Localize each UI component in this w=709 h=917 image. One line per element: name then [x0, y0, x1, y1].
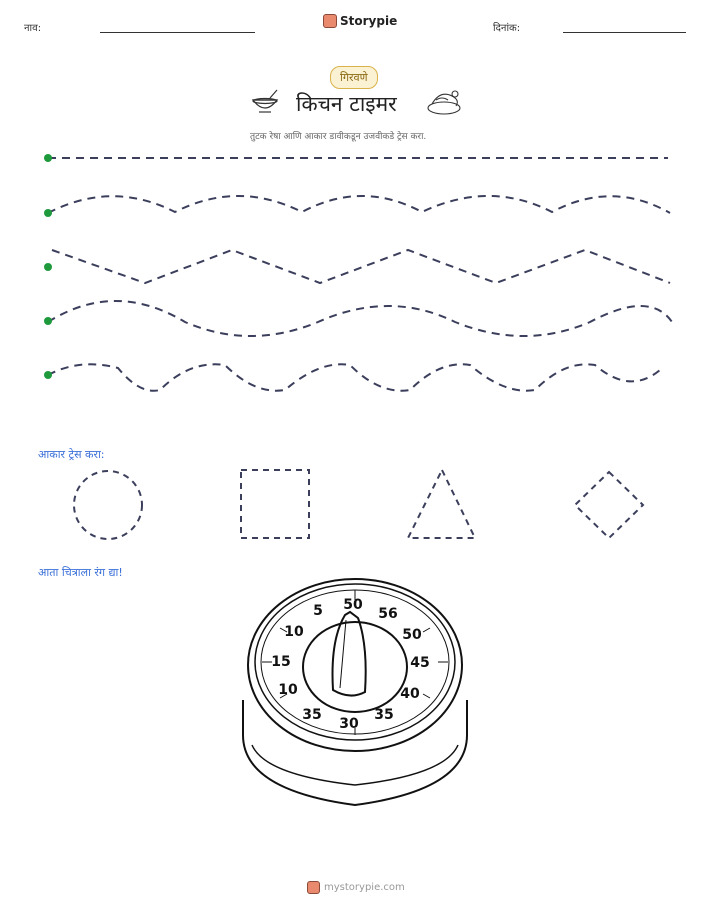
timer-number: 35 — [374, 707, 394, 723]
footer-url[interactable]: mystorypie.com — [324, 882, 405, 893]
storypie-mascot-icon — [307, 881, 320, 894]
date-label: दिनांक: — [493, 23, 521, 34]
timer-number: 10 — [284, 624, 304, 640]
trace-line-wave-1 — [48, 196, 670, 213]
color-section-label: आता चित्राला रंग द्या! — [38, 566, 123, 579]
start-dot — [44, 371, 52, 379]
timer-number: 5 — [313, 603, 323, 619]
bowl-icon — [253, 90, 277, 112]
timer-number: 45 — [410, 655, 430, 671]
timer-number: 15 — [271, 654, 291, 670]
timer-number: 50 — [402, 627, 422, 643]
trace-diamond — [575, 472, 643, 538]
start-dot — [44, 154, 52, 162]
roast-chicken-icon — [428, 91, 460, 114]
page-title: किचन टाइमर — [296, 92, 397, 116]
instructions: तुटक रेषा आणि आकार डावीकडून उजवीकडे ट्रेस करा. — [250, 132, 427, 142]
brand-name: Storypie — [340, 14, 398, 28]
start-dot — [44, 209, 52, 217]
trace-line-wave-2 — [48, 301, 672, 336]
timer-number: 30 — [339, 716, 359, 732]
timer-number: 10 — [278, 682, 298, 698]
shapes-section-label: आकार ट्रेस करा: — [38, 448, 105, 461]
trace-line-zigzag — [52, 250, 670, 283]
timer-number: 40 — [400, 686, 420, 702]
category-badge: गिरवणे — [330, 66, 378, 89]
timer-number: 56 — [378, 606, 398, 622]
trace-circle — [74, 471, 142, 539]
trace-triangle — [408, 470, 475, 538]
trace-line-wave-3 — [48, 364, 660, 390]
name-label: नाव: — [24, 23, 42, 34]
footer — [307, 881, 405, 894]
timer-number: 35 — [302, 707, 322, 723]
start-dot — [44, 263, 52, 271]
timer-number: 50 — [343, 597, 363, 613]
trace-square — [241, 470, 309, 538]
start-dot — [44, 317, 52, 325]
